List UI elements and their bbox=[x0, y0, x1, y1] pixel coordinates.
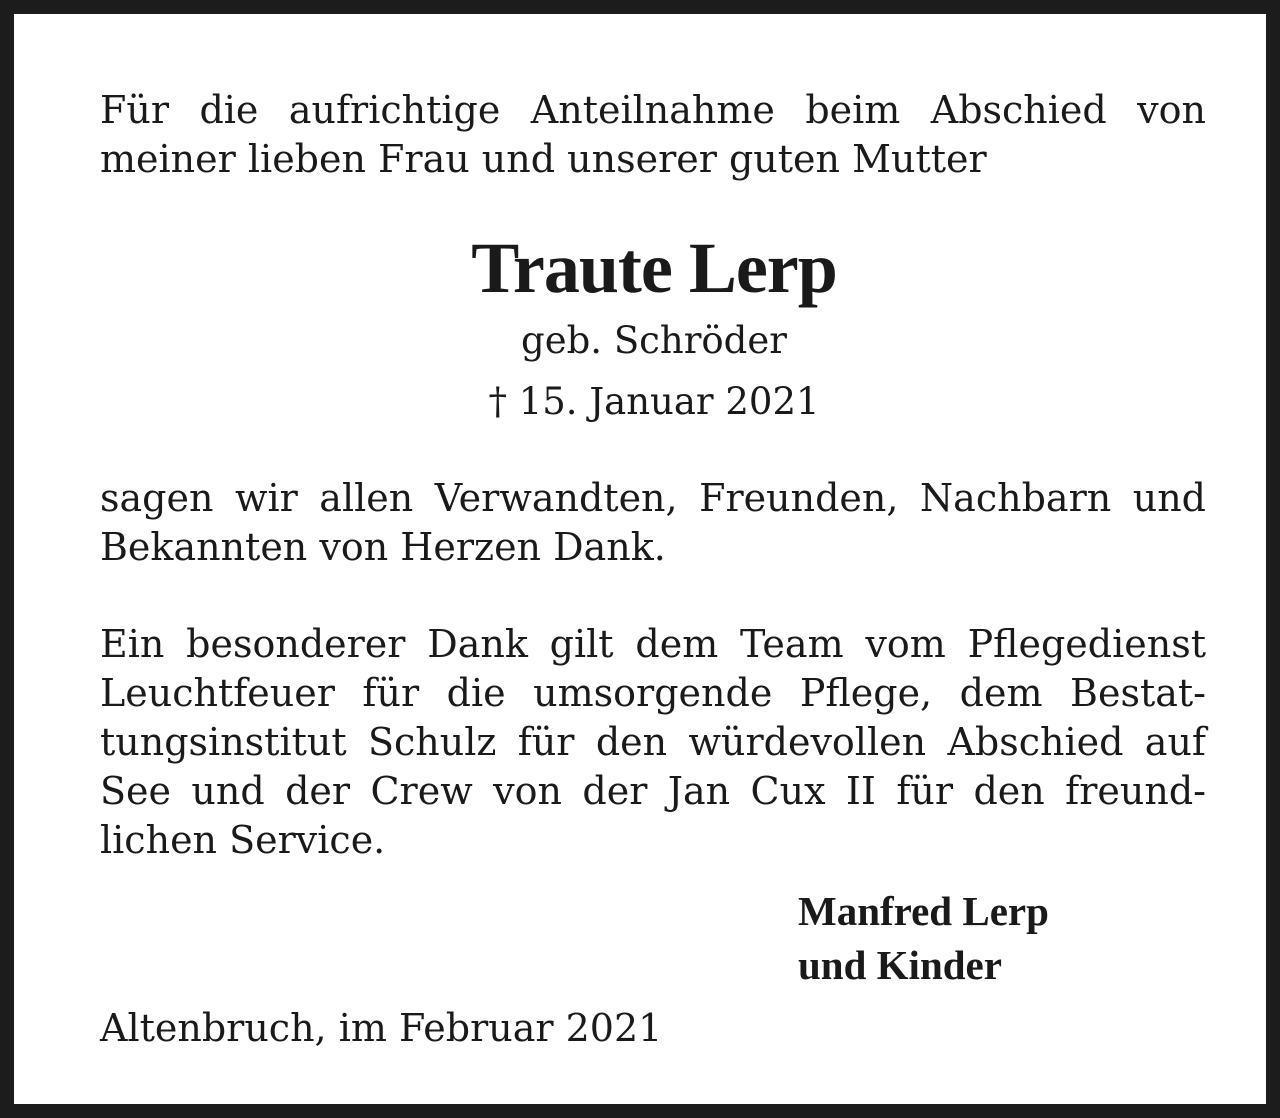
deceased-name: Traute Lerp bbox=[471, 228, 837, 308]
place-date: Altenbruch, im Februar 2021 bbox=[100, 1006, 663, 1050]
intro-line-1: Für die aufrichtige Anteilnahme beim Abschied von bbox=[100, 88, 1206, 132]
thanks-line-2: Bekannten von Herzen Dank. bbox=[100, 525, 666, 569]
special-thanks-line-2: Leuchtfeuer für die umsorgende Pflege, dem Bestat- bbox=[100, 671, 1206, 715]
special-thanks-line-3: tungsinstitut Schulz für den würdevollen Abschied auf bbox=[100, 720, 1206, 764]
intro-line-2: meiner lieben Frau und unserer guten Mutter bbox=[100, 137, 987, 181]
special-thanks-line-4: See und der Crew von der Jan Cux II für den freund- bbox=[100, 769, 1206, 813]
death-date: † 15. Januar 2021 bbox=[488, 380, 820, 423]
thanks-line-1: sagen wir allen Verwandten, Freunden, Nachbarn und bbox=[100, 476, 1206, 520]
birth-name: geb. Schröder bbox=[521, 319, 787, 362]
signature-line-1: Manfred Lerp bbox=[798, 888, 1049, 934]
special-thanks-line-1: Ein besonderer Dank gilt dem Team vom Pflegedienst bbox=[100, 622, 1206, 666]
special-thanks-line-5: lichen Service. bbox=[100, 818, 386, 862]
signature-line-2: und Kinder bbox=[798, 942, 1002, 988]
